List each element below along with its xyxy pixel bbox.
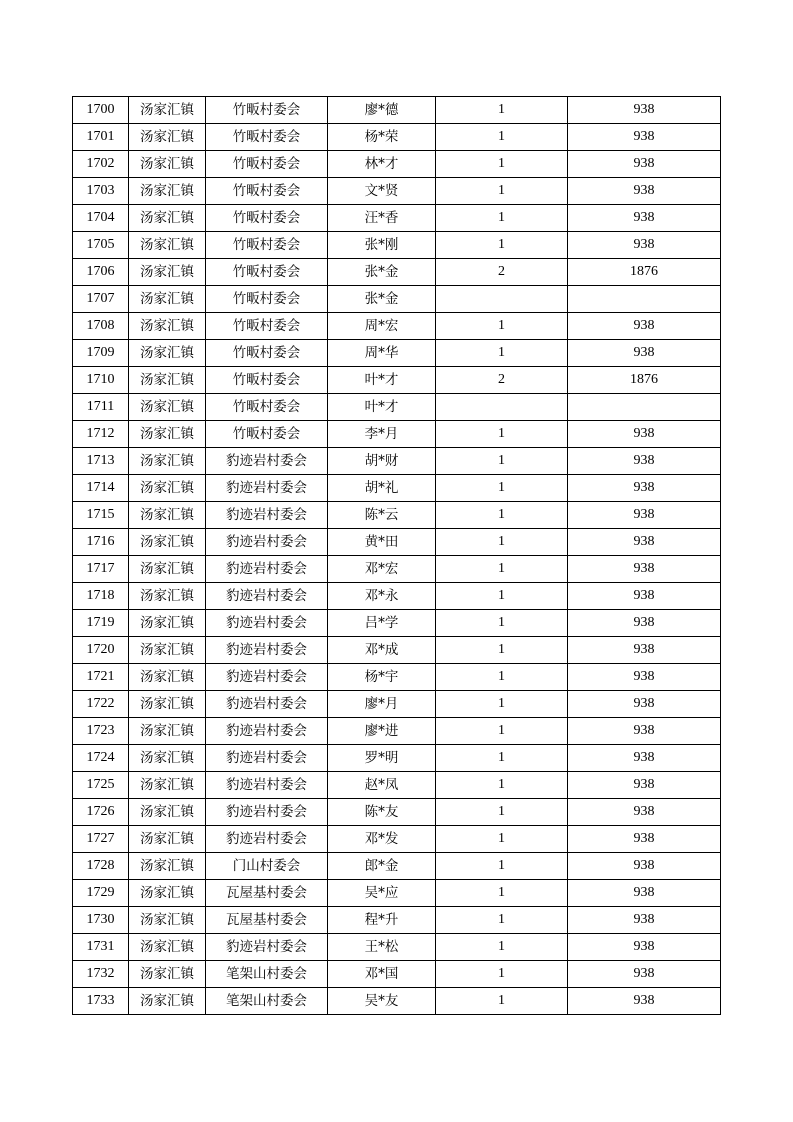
count-cell: 1: [436, 799, 568, 826]
row-number-cell: 1717: [73, 556, 129, 583]
amount-cell: 938: [568, 610, 721, 637]
table-row: [73, 259, 721, 286]
village-committee-cell: 豹迹岩村委会: [206, 934, 328, 961]
village-committee-cell: 竹畈村委会: [206, 421, 328, 448]
table-row: [73, 772, 721, 799]
town-cell: 汤家汇镇: [129, 313, 206, 340]
village-committee-cell: 竹畈村委会: [206, 151, 328, 178]
row-number-cell: 1722: [73, 691, 129, 718]
village-committee-cell: 竹畈村委会: [206, 205, 328, 232]
amount-cell: 938: [568, 826, 721, 853]
town-cell: 汤家汇镇: [129, 664, 206, 691]
person-name-cell: 黄*田: [328, 529, 436, 556]
count-cell: 1: [436, 961, 568, 988]
amount-cell: 938: [568, 556, 721, 583]
person-name-cell: 汪*香: [328, 205, 436, 232]
village-committee-cell: 豹迹岩村委会: [206, 664, 328, 691]
person-name-cell: 廖*德: [328, 97, 436, 124]
town-cell: 汤家汇镇: [129, 340, 206, 367]
village-committee-cell: 门山村委会: [206, 853, 328, 880]
row-number-cell: 1711: [73, 394, 129, 421]
person-name-cell: 张*金: [328, 259, 436, 286]
town-cell: 汤家汇镇: [129, 610, 206, 637]
table-row: [73, 907, 721, 934]
town-cell: 汤家汇镇: [129, 907, 206, 934]
town-cell: 汤家汇镇: [129, 745, 206, 772]
amount-cell: 938: [568, 880, 721, 907]
person-name-cell: 邓*发: [328, 826, 436, 853]
table-row: [73, 880, 721, 907]
row-number-cell: 1724: [73, 745, 129, 772]
count-cell: 1: [436, 232, 568, 259]
amount-cell: 938: [568, 313, 721, 340]
person-name-cell: 邓*宏: [328, 556, 436, 583]
count-cell: 1: [436, 907, 568, 934]
amount-cell: 938: [568, 178, 721, 205]
town-cell: 汤家汇镇: [129, 232, 206, 259]
amount-cell: 938: [568, 529, 721, 556]
village-committee-cell: 竹畈村委会: [206, 232, 328, 259]
town-cell: 汤家汇镇: [129, 826, 206, 853]
table-row: [73, 610, 721, 637]
count-cell: 1: [436, 205, 568, 232]
town-cell: 汤家汇镇: [129, 205, 206, 232]
count-cell: 1: [436, 988, 568, 1015]
village-committee-cell: 豹迹岩村委会: [206, 772, 328, 799]
town-cell: 汤家汇镇: [129, 961, 206, 988]
table-row: [73, 124, 721, 151]
count-cell: 1: [436, 772, 568, 799]
amount-cell: 938: [568, 988, 721, 1015]
amount-cell: 938: [568, 97, 721, 124]
village-committee-cell: 竹畈村委会: [206, 286, 328, 313]
person-name-cell: 李*月: [328, 421, 436, 448]
person-name-cell: 叶*才: [328, 367, 436, 394]
person-name-cell: 周*华: [328, 340, 436, 367]
table-row: [73, 637, 721, 664]
town-cell: 汤家汇镇: [129, 448, 206, 475]
roster-table: [72, 96, 721, 1015]
amount-cell: 938: [568, 124, 721, 151]
person-name-cell: 邓*成: [328, 637, 436, 664]
row-number-cell: 1727: [73, 826, 129, 853]
village-committee-cell: 豹迹岩村委会: [206, 502, 328, 529]
village-committee-cell: 竹畈村委会: [206, 367, 328, 394]
village-committee-cell: 豹迹岩村委会: [206, 745, 328, 772]
town-cell: 汤家汇镇: [129, 772, 206, 799]
person-name-cell: 邓*永: [328, 583, 436, 610]
village-committee-cell: 豹迹岩村委会: [206, 637, 328, 664]
village-committee-cell: 笔架山村委会: [206, 988, 328, 1015]
count-cell: 1: [436, 826, 568, 853]
row-number-cell: 1723: [73, 718, 129, 745]
count-cell: [436, 286, 568, 313]
amount-cell: 938: [568, 799, 721, 826]
town-cell: 汤家汇镇: [129, 97, 206, 124]
row-number-cell: 1708: [73, 313, 129, 340]
village-committee-cell: 瓦屋基村委会: [206, 907, 328, 934]
person-name-cell: 陈*友: [328, 799, 436, 826]
count-cell: 1: [436, 691, 568, 718]
village-committee-cell: 豹迹岩村委会: [206, 556, 328, 583]
table-row: [73, 313, 721, 340]
town-cell: 汤家汇镇: [129, 259, 206, 286]
count-cell: 1: [436, 151, 568, 178]
village-committee-cell: 竹畈村委会: [206, 124, 328, 151]
town-cell: 汤家汇镇: [129, 691, 206, 718]
person-name-cell: 陈*云: [328, 502, 436, 529]
table-row: [73, 286, 721, 313]
town-cell: 汤家汇镇: [129, 556, 206, 583]
town-cell: 汤家汇镇: [129, 475, 206, 502]
amount-cell: 938: [568, 745, 721, 772]
row-number-cell: 1733: [73, 988, 129, 1015]
row-number-cell: 1718: [73, 583, 129, 610]
amount-cell: 938: [568, 340, 721, 367]
table-row: [73, 745, 721, 772]
count-cell: 1: [436, 124, 568, 151]
person-name-cell: 胡*礼: [328, 475, 436, 502]
row-number-cell: 1715: [73, 502, 129, 529]
village-committee-cell: 竹畈村委会: [206, 394, 328, 421]
person-name-cell: 廖*进: [328, 718, 436, 745]
amount-cell: 938: [568, 205, 721, 232]
table-row: [73, 691, 721, 718]
count-cell: 1: [436, 313, 568, 340]
amount-cell: 938: [568, 853, 721, 880]
row-number-cell: 1729: [73, 880, 129, 907]
amount-cell: 938: [568, 502, 721, 529]
row-number-cell: 1713: [73, 448, 129, 475]
table-row: [73, 448, 721, 475]
count-cell: 1: [436, 664, 568, 691]
roster-body: [73, 97, 721, 1015]
table-row: [73, 178, 721, 205]
table-row: [73, 340, 721, 367]
table-row: [73, 934, 721, 961]
row-number-cell: 1728: [73, 853, 129, 880]
village-committee-cell: 竹畈村委会: [206, 259, 328, 286]
amount-cell: 938: [568, 151, 721, 178]
row-number-cell: 1721: [73, 664, 129, 691]
amount-cell: 938: [568, 421, 721, 448]
row-number-cell: 1725: [73, 772, 129, 799]
row-number-cell: 1726: [73, 799, 129, 826]
village-committee-cell: 竹畈村委会: [206, 178, 328, 205]
amount-cell: 938: [568, 772, 721, 799]
table-row: [73, 151, 721, 178]
person-name-cell: 罗*明: [328, 745, 436, 772]
table-row: [73, 367, 721, 394]
amount-cell: 938: [568, 718, 721, 745]
count-cell: 1: [436, 583, 568, 610]
person-name-cell: 叶*才: [328, 394, 436, 421]
village-committee-cell: 豹迹岩村委会: [206, 826, 328, 853]
person-name-cell: 赵*凤: [328, 772, 436, 799]
row-number-cell: 1716: [73, 529, 129, 556]
count-cell: 1: [436, 637, 568, 664]
table-row: [73, 583, 721, 610]
table-row: [73, 502, 721, 529]
table-row: [73, 718, 721, 745]
town-cell: 汤家汇镇: [129, 502, 206, 529]
row-number-cell: 1703: [73, 178, 129, 205]
amount-cell: 938: [568, 637, 721, 664]
town-cell: 汤家汇镇: [129, 124, 206, 151]
village-committee-cell: 豹迹岩村委会: [206, 691, 328, 718]
person-name-cell: 杨*宇: [328, 664, 436, 691]
town-cell: 汤家汇镇: [129, 529, 206, 556]
town-cell: 汤家汇镇: [129, 718, 206, 745]
count-cell: 1: [436, 610, 568, 637]
person-name-cell: 周*宏: [328, 313, 436, 340]
town-cell: 汤家汇镇: [129, 853, 206, 880]
row-number-cell: 1710: [73, 367, 129, 394]
table-row: [73, 853, 721, 880]
count-cell: 1: [436, 853, 568, 880]
town-cell: 汤家汇镇: [129, 583, 206, 610]
amount-cell: 938: [568, 583, 721, 610]
row-number-cell: 1712: [73, 421, 129, 448]
table-row: [73, 205, 721, 232]
village-committee-cell: 豹迹岩村委会: [206, 475, 328, 502]
village-committee-cell: 豹迹岩村委会: [206, 610, 328, 637]
row-number-cell: 1700: [73, 97, 129, 124]
person-name-cell: 张*刚: [328, 232, 436, 259]
amount-cell: 938: [568, 448, 721, 475]
person-name-cell: 郎*金: [328, 853, 436, 880]
count-cell: [436, 394, 568, 421]
village-committee-cell: 竹畈村委会: [206, 340, 328, 367]
person-name-cell: 吴*友: [328, 988, 436, 1015]
person-name-cell: 邓*国: [328, 961, 436, 988]
amount-cell: 938: [568, 475, 721, 502]
count-cell: 1: [436, 178, 568, 205]
row-number-cell: 1732: [73, 961, 129, 988]
town-cell: 汤家汇镇: [129, 934, 206, 961]
row-number-cell: 1714: [73, 475, 129, 502]
table-row: [73, 529, 721, 556]
table-row: [73, 421, 721, 448]
count-cell: 1: [436, 475, 568, 502]
row-number-cell: 1707: [73, 286, 129, 313]
table-row: [73, 475, 721, 502]
count-cell: 1: [436, 448, 568, 475]
person-name-cell: 王*松: [328, 934, 436, 961]
town-cell: 汤家汇镇: [129, 394, 206, 421]
town-cell: 汤家汇镇: [129, 367, 206, 394]
row-number-cell: 1731: [73, 934, 129, 961]
table-row: [73, 232, 721, 259]
amount-cell: 1876: [568, 367, 721, 394]
village-committee-cell: 豹迹岩村委会: [206, 529, 328, 556]
amount-cell: [568, 286, 721, 313]
town-cell: 汤家汇镇: [129, 637, 206, 664]
row-number-cell: 1706: [73, 259, 129, 286]
town-cell: 汤家汇镇: [129, 988, 206, 1015]
row-number-cell: 1704: [73, 205, 129, 232]
amount-cell: 938: [568, 934, 721, 961]
row-number-cell: 1720: [73, 637, 129, 664]
count-cell: 1: [436, 529, 568, 556]
town-cell: 汤家汇镇: [129, 286, 206, 313]
amount-cell: 938: [568, 232, 721, 259]
village-committee-cell: 豹迹岩村委会: [206, 583, 328, 610]
person-name-cell: 吕*学: [328, 610, 436, 637]
row-number-cell: 1709: [73, 340, 129, 367]
row-number-cell: 1702: [73, 151, 129, 178]
village-committee-cell: 笔架山村委会: [206, 961, 328, 988]
village-committee-cell: 豹迹岩村委会: [206, 718, 328, 745]
amount-cell: [568, 394, 721, 421]
table-row: [73, 799, 721, 826]
count-cell: 1: [436, 934, 568, 961]
count-cell: 1: [436, 421, 568, 448]
row-number-cell: 1705: [73, 232, 129, 259]
table-row: [73, 988, 721, 1015]
person-name-cell: 文*贤: [328, 178, 436, 205]
count-cell: 1: [436, 745, 568, 772]
amount-cell: 938: [568, 664, 721, 691]
amount-cell: 938: [568, 961, 721, 988]
count-cell: 1: [436, 97, 568, 124]
village-committee-cell: 竹畈村委会: [206, 97, 328, 124]
town-cell: 汤家汇镇: [129, 151, 206, 178]
count-cell: 1: [436, 880, 568, 907]
table-row: [73, 961, 721, 988]
count-cell: 2: [436, 367, 568, 394]
table-row: [73, 394, 721, 421]
village-committee-cell: 瓦屋基村委会: [206, 880, 328, 907]
village-committee-cell: 竹畈村委会: [206, 313, 328, 340]
person-name-cell: 张*金: [328, 286, 436, 313]
row-number-cell: 1719: [73, 610, 129, 637]
count-cell: 1: [436, 340, 568, 367]
village-committee-cell: 豹迹岩村委会: [206, 448, 328, 475]
person-name-cell: 吴*应: [328, 880, 436, 907]
town-cell: 汤家汇镇: [129, 421, 206, 448]
person-name-cell: 廖*月: [328, 691, 436, 718]
count-cell: 1: [436, 718, 568, 745]
person-name-cell: 程*升: [328, 907, 436, 934]
person-name-cell: 林*才: [328, 151, 436, 178]
row-number-cell: 1701: [73, 124, 129, 151]
amount-cell: 938: [568, 907, 721, 934]
amount-cell: 938: [568, 691, 721, 718]
table-row: [73, 664, 721, 691]
table-row: [73, 826, 721, 853]
town-cell: 汤家汇镇: [129, 178, 206, 205]
count-cell: 1: [436, 502, 568, 529]
amount-cell: 1876: [568, 259, 721, 286]
town-cell: 汤家汇镇: [129, 880, 206, 907]
count-cell: 1: [436, 556, 568, 583]
table-row: [73, 556, 721, 583]
table-row: [73, 97, 721, 124]
village-committee-cell: 豹迹岩村委会: [206, 799, 328, 826]
person-name-cell: 杨*荣: [328, 124, 436, 151]
count-cell: 2: [436, 259, 568, 286]
town-cell: 汤家汇镇: [129, 799, 206, 826]
row-number-cell: 1730: [73, 907, 129, 934]
person-name-cell: 胡*财: [328, 448, 436, 475]
